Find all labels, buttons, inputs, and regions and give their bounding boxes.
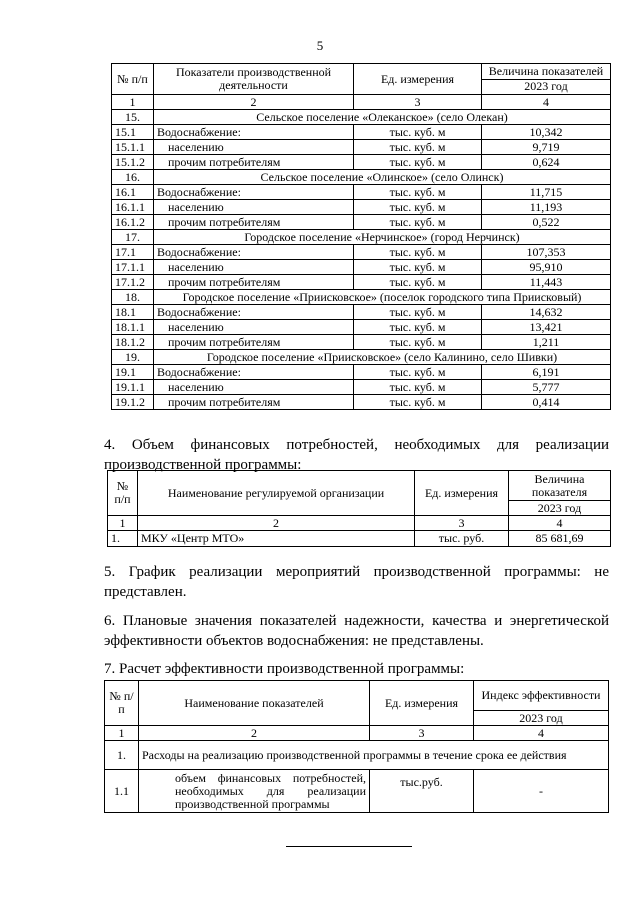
row-text: объем финансовых потребностей, необходимых для реализации производственной программы: [139, 770, 370, 813]
row-section-name: Городское поселение «Приисковское» (село Калинино, село Шивки): [154, 350, 611, 365]
signature-line: [286, 846, 412, 847]
header-unit: Ед. измерения: [370, 681, 474, 726]
row-unit: тыс. куб. м: [354, 335, 482, 350]
table-row: [112, 245, 611, 260]
header-num: № п/п: [112, 64, 154, 95]
row-name: Водоснабжение:: [154, 245, 354, 260]
section-6-line-2: эффективности объектов водоснабжения: не представлены.: [104, 633, 484, 649]
row-unit: тыс. куб. м: [354, 380, 482, 395]
section-4-text: [104, 435, 609, 475]
section-row: [112, 170, 611, 185]
row-name: населению: [154, 200, 354, 215]
table-row: [112, 320, 611, 335]
row-name: Водоснабжение:: [154, 185, 354, 200]
row-num: 16.1.2: [112, 215, 154, 230]
row-name: прочим потребителям: [154, 275, 354, 290]
row-section-name: Городское поселение «Нерчинское» (город Нерчинск): [154, 230, 611, 245]
colnum: 2: [154, 95, 354, 110]
row-num: 17.1.2: [112, 275, 154, 290]
row-name: населению: [154, 380, 354, 395]
financial-needs-table: [107, 470, 611, 547]
row-value: 107,353: [482, 245, 611, 260]
row-name: Водоснабжение:: [154, 305, 354, 320]
row-num: 16.1: [112, 185, 154, 200]
row-unit: тыс. куб. м: [354, 140, 482, 155]
row-value: 13,421: [482, 320, 611, 335]
colnum: 3: [370, 726, 474, 741]
row-name: прочим потребителям: [154, 155, 354, 170]
row-value: 0,414: [482, 395, 611, 410]
row-num: 1.: [105, 741, 139, 770]
colnum: 2: [138, 516, 415, 531]
section-row: [112, 290, 611, 305]
row-name: прочим потребителям: [154, 215, 354, 230]
section-row: [112, 230, 611, 245]
row-value: 95,910: [482, 260, 611, 275]
row-value: 0,522: [482, 215, 611, 230]
table-row: [112, 200, 611, 215]
table-row: [112, 380, 611, 395]
row-name: прочим потребителям: [154, 335, 354, 350]
row-num: 1.: [108, 531, 138, 547]
row-value: 1,211: [482, 335, 611, 350]
table-row: [112, 395, 611, 410]
row-num: 18.: [112, 290, 154, 305]
section-7-line-1: 7. Расчет эффективности производственной программы:: [104, 661, 465, 677]
colnum: 4: [482, 95, 611, 110]
row-name: Водоснабжение:: [154, 125, 354, 140]
row-unit: тыс. руб.: [415, 531, 509, 547]
row-name: населению: [154, 320, 354, 335]
row-section-name: Городское поселение «Приисковское» (поселок городского типа Приисковый): [154, 290, 611, 305]
row-value: 85 681,69: [509, 531, 611, 547]
table-row: [112, 215, 611, 230]
row-num: 16.1.1: [112, 200, 154, 215]
row-num: 17.: [112, 230, 154, 245]
row-value: 11,443: [482, 275, 611, 290]
row-num: 15.1.1: [112, 140, 154, 155]
section-4-line-2: производственной программы:: [104, 457, 302, 473]
table-row: [112, 140, 611, 155]
row-num: 15.1: [112, 125, 154, 140]
section-6-text: [104, 611, 609, 651]
section-6-line-1: 6. Плановые значения показателей надежности, качества и энергетической: [104, 613, 609, 629]
section-5-line-1: 5. График реализации мероприятий производственной программы: не: [104, 564, 609, 580]
row-value: 9,719: [482, 140, 611, 155]
row-unit: тыс.руб.: [370, 770, 474, 813]
header-num: № п/п: [108, 471, 138, 516]
row-value: 6,191: [482, 365, 611, 380]
efficiency-table: [104, 680, 609, 813]
row-text: Расходы на реализацию производственной программы в течение срока ее действия: [139, 741, 609, 770]
row-unit: тыс. куб. м: [354, 260, 482, 275]
row-value: 11,715: [482, 185, 611, 200]
colnum: 1: [112, 95, 154, 110]
row-num: 15.1.2: [112, 155, 154, 170]
row-unit: тыс. куб. м: [354, 320, 482, 335]
section-5-text: [104, 562, 609, 602]
table-row: [112, 305, 611, 320]
row-name: населению: [154, 140, 354, 155]
row-num: 16.: [112, 170, 154, 185]
header-unit: Ед. измерения: [415, 471, 509, 516]
row-value: 14,632: [482, 305, 611, 320]
page-number: 5: [316, 38, 324, 53]
production-indicators-table: [111, 63, 611, 410]
header-num: № п/п: [105, 681, 139, 726]
row-num: 19.: [112, 350, 154, 365]
row-value: 11,193: [482, 200, 611, 215]
table-row: [112, 185, 611, 200]
row-num: 17.1.1: [112, 260, 154, 275]
row-unit: тыс. куб. м: [354, 125, 482, 140]
row-unit: тыс. куб. м: [354, 200, 482, 215]
header-org: Наименование регулируемой организации: [138, 471, 415, 516]
row-unit: тыс. куб. м: [354, 395, 482, 410]
header-year: 2023 год: [509, 501, 611, 516]
colnum: 4: [509, 516, 611, 531]
row-num: 17.1: [112, 245, 154, 260]
table-row: [112, 335, 611, 350]
colnum: 3: [354, 95, 482, 110]
row-name: прочим потребителям: [154, 395, 354, 410]
header-value: Индекс эффективности: [474, 681, 609, 711]
colnum: 2: [139, 726, 370, 741]
row-unit: тыс. куб. м: [354, 215, 482, 230]
header-unit: Ед. измерения: [354, 64, 482, 95]
header-value: Величина показателя: [509, 471, 611, 501]
header-year: 2023 год: [482, 79, 611, 95]
table-row: [112, 125, 611, 140]
row-value: -: [474, 770, 609, 813]
section-row: [112, 350, 611, 365]
table-row: [112, 275, 611, 290]
row-name: Водоснабжение:: [154, 365, 354, 380]
row-num: 1.1: [105, 770, 139, 813]
row-name: населению: [154, 260, 354, 275]
row-unit: тыс. куб. м: [354, 305, 482, 320]
row-unit: тыс. куб. м: [354, 185, 482, 200]
table-row: [112, 155, 611, 170]
row-num: 18.1: [112, 305, 154, 320]
row-unit: тыс. куб. м: [354, 155, 482, 170]
colnum: 1: [105, 726, 139, 741]
row-org: МКУ «Центр МТО»: [138, 531, 415, 547]
section-5-line-2: представлен.: [104, 584, 187, 600]
row-num: 18.1.2: [112, 335, 154, 350]
section-7-text: [104, 659, 609, 679]
row-section-name: Сельское поселение «Олеканское» (село Олекан): [154, 110, 611, 125]
header-name: Наименование показателей: [139, 681, 370, 726]
row-num: 19.1: [112, 365, 154, 380]
colnum: 1: [108, 516, 138, 531]
row-unit: тыс. куб. м: [354, 245, 482, 260]
row-value: 0,624: [482, 155, 611, 170]
header-value: Величина показателей: [482, 64, 611, 80]
row-num: 18.1.1: [112, 320, 154, 335]
section-4-line-1: 4. Объем финансовых потребностей, необходимых для реализации: [104, 437, 609, 453]
row-value: 10,342: [482, 125, 611, 140]
row-num: 15.: [112, 110, 154, 125]
header-year: 2023 год: [474, 711, 609, 726]
table-row: [112, 260, 611, 275]
colnum: 3: [415, 516, 509, 531]
section-row: [112, 110, 611, 125]
row-num: 19.1.1: [112, 380, 154, 395]
row-unit: тыс. куб. м: [354, 275, 482, 290]
table-row: [112, 365, 611, 380]
row-num: 19.1.2: [112, 395, 154, 410]
row-unit: тыс. куб. м: [354, 365, 482, 380]
colnum: 4: [474, 726, 609, 741]
row-section-name: Сельское поселение «Олинское» (село Олинск): [154, 170, 611, 185]
header-indicator: Показатели производственной деятельности: [154, 64, 354, 95]
row-value: 5,777: [482, 380, 611, 395]
